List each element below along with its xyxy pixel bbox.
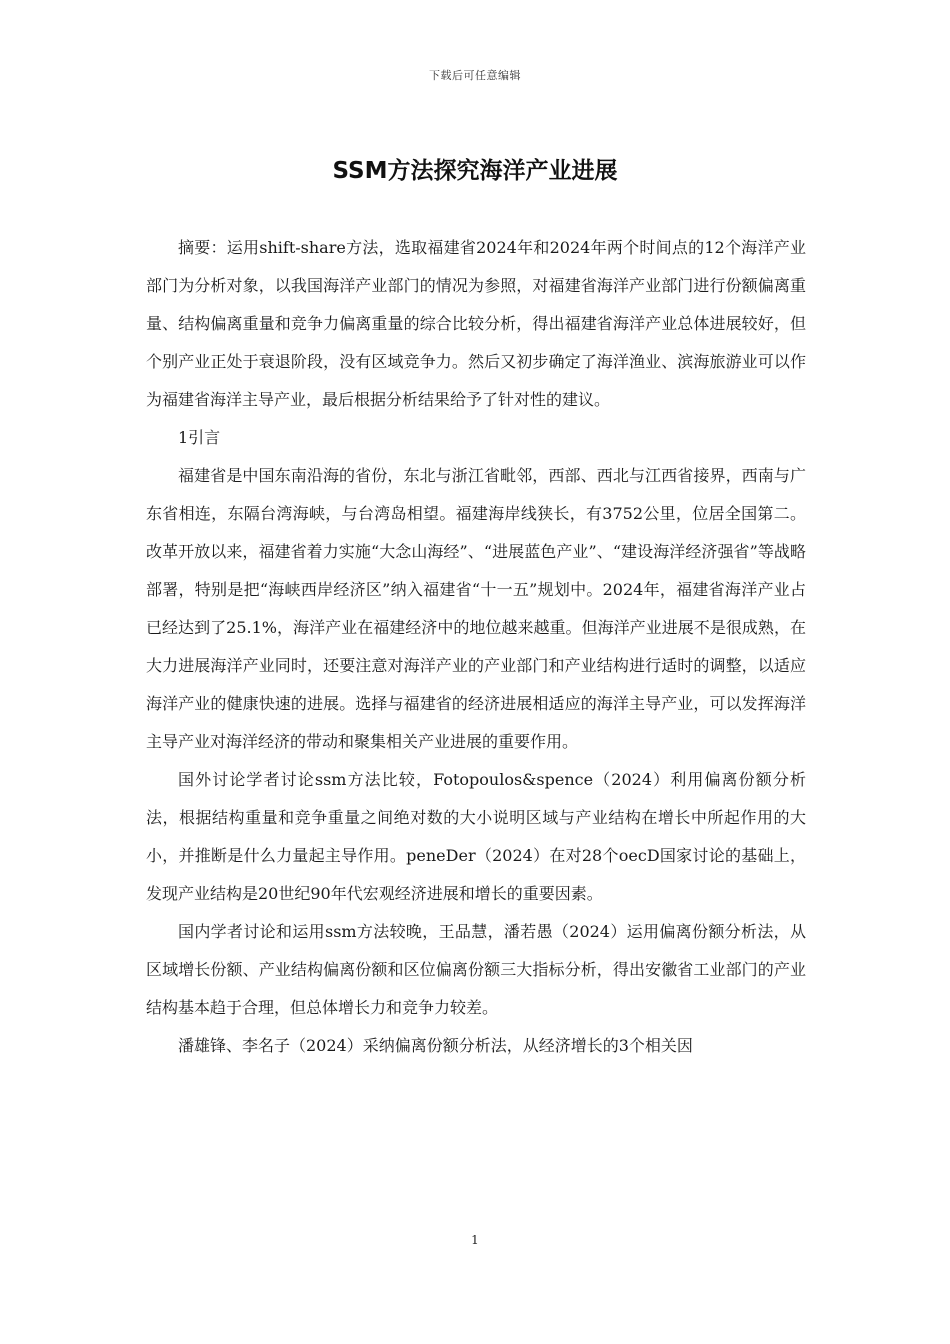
header-note: 下载后可任意编辑 [429,69,521,82]
document-title: SSM方法探究海洋产业进展 [332,158,618,184]
page-number: 1 [471,1233,479,1247]
document-body [146,229,806,1065]
abstract-paragraph: 摘要：运用shift-share方法，选取福建省2024年和2024年两个时间点的12个海洋产业部门为分析对象，以我国海洋产业部门的情况为参照，对福建省海洋产业部门进行份额偏离重量、结构偏离重量和竞争力偏离重量的综合比较分析，得出福建省海洋产业总体进展较好，但个别产业正处于衰退阶段，没有区域竞争力。然后又初步确定了海洋渔业、滨海旅游业可以作为福建省海洋主导产业，最后根据分析结果给予了针对性的建议。 [146,238,806,409]
body-paragraph: 国外讨论学者讨论ssm方法比较，Fotopoulos&spence（2024）利用偏离份额分析法，根据结构重量和竞争重量之间绝对数的大小说明区域与产业结构在增长中所起作用的大小，并推断是什么力量起主导作用。peneDer（2024）在对28个oecD国家讨论的基础上，发现产业结构是20世纪90年代宏观经济进展和增长的重要因素。 [146,770,806,903]
body-paragraph: 潘雄锋、李名子（2024）采纳偏离份额分析法，从经济增长的3个相关因 [178,1036,693,1055]
section-heading-introduction: 1引言 [178,428,221,447]
body-paragraph: 国内学者讨论和运用ssm方法较晚，王品慧，潘若愚（2024）运用偏离份额分析法，从区域增长份额、产业结构偏离份额和区位偏离份额三大指标分析，得出安徽省工业部门的产业结构基本趋于合理，但总体增长力和竞争力较差。 [146,922,806,1017]
body-paragraph: 福建省是中国东南沿海的省份，东北与浙江省毗邻，西部、西北与江西省接界，西南与广东省相连，东隔台湾海峡，与台湾岛相望。福建海岸线狭长，有3752公里，位居全国第二。改革开放以来，福建省着力实施“大念山海经”、“进展蓝色产业”、“建设海洋经济强省”等战略部署，特别是把“海峡西岸经济区”纳入福建省“十一五”规划中。2024年，福建省海洋产业占已经达到了25.1%，海洋产业在福建经济中的地位越来越重。但海洋产业进展不是很成熟，在大力进展海洋产业同时，还要注意对海洋产业的产业部门和产业结构进行适时的调整，以适应海洋产业的健康快速的进展。选择与福建省的经济进展相适应的海洋主导产业，可以发挥海洋主导产业对海洋经济的带动和聚集相关产业进展的重要作用。 [146,466,806,751]
